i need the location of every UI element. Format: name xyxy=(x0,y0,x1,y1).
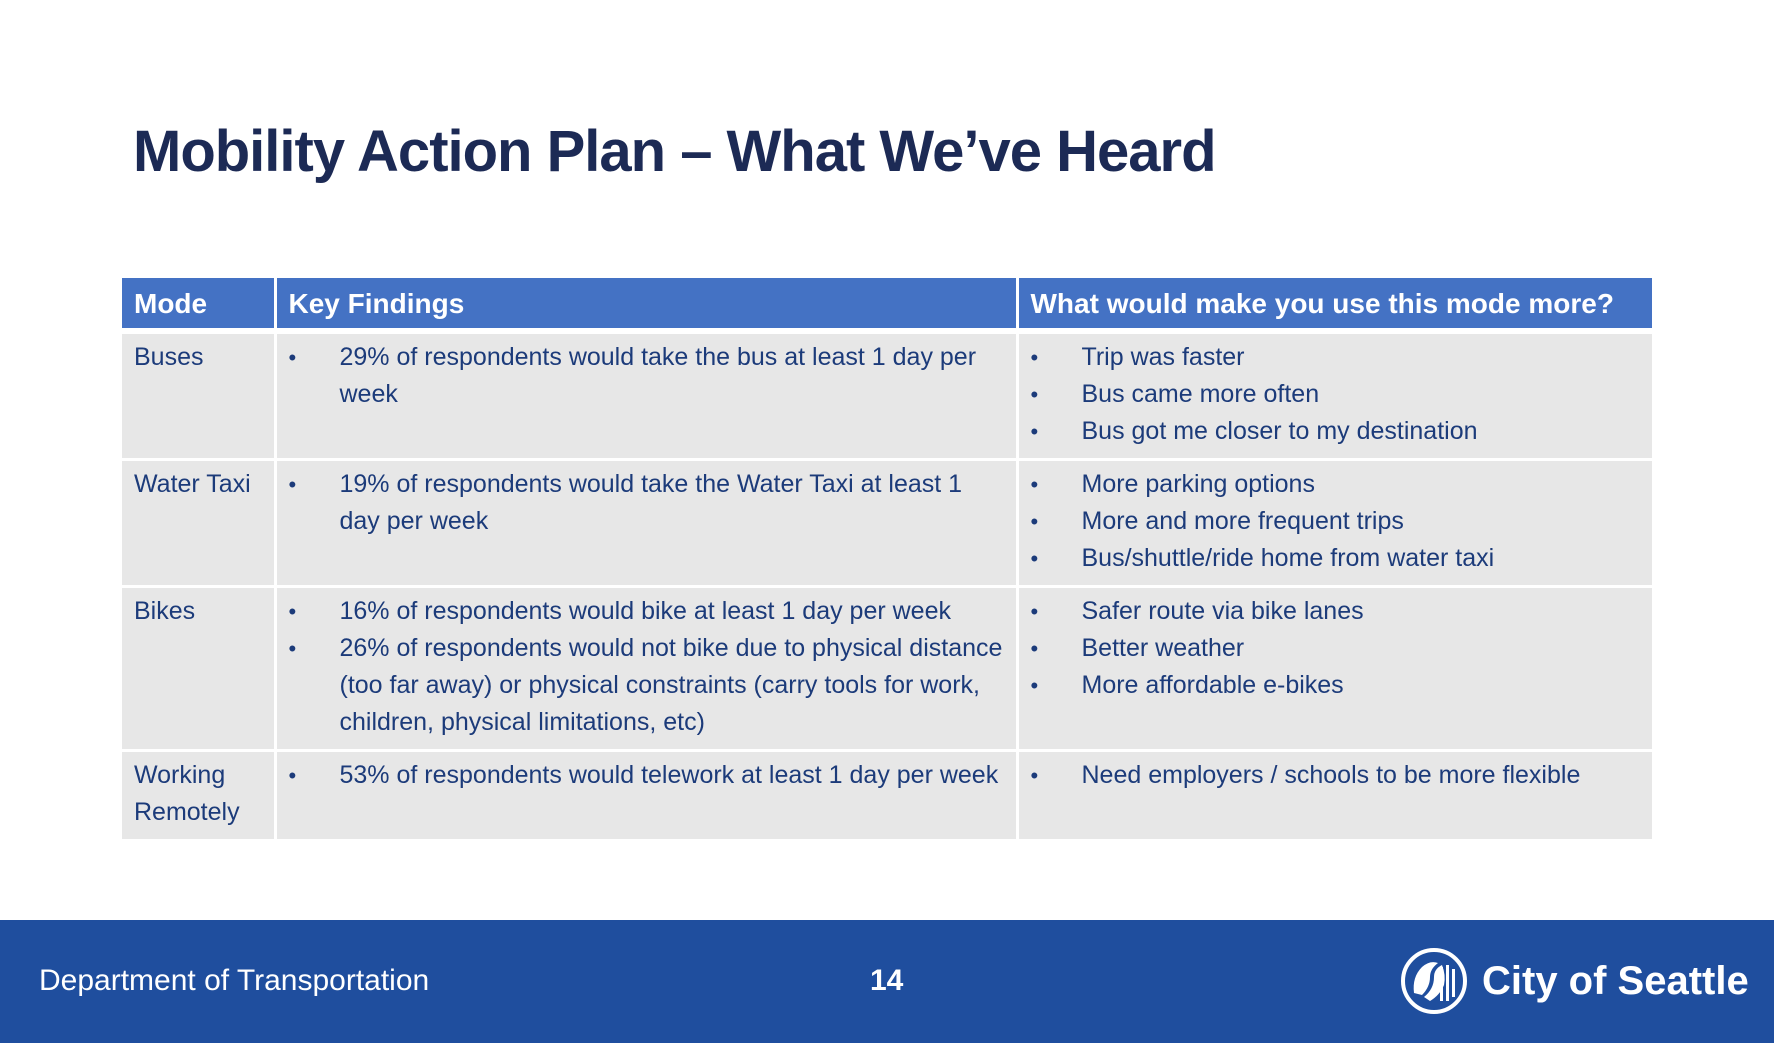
use-more-list xyxy=(1031,593,1641,704)
findings-cell xyxy=(275,331,1017,460)
bullet-icon: • xyxy=(1030,419,1039,444)
list-item xyxy=(289,757,1004,794)
column-header-mode: Mode xyxy=(122,278,275,331)
mode-cell: Buses xyxy=(122,331,275,460)
use-more-text: More parking options xyxy=(1081,470,1315,498)
mode-cell: Bikes xyxy=(122,587,275,751)
use-more-text: Need employers / schools to be more flexible xyxy=(1081,761,1581,789)
findings-list xyxy=(289,339,1004,413)
page-number: 14 xyxy=(870,964,904,997)
bullet-icon: • xyxy=(288,763,297,788)
list-item xyxy=(1031,413,1641,450)
mode-cell: Working Remotely xyxy=(122,751,275,841)
city-name: City of Seattle xyxy=(1482,958,1749,1003)
list-item xyxy=(1031,667,1641,704)
use-more-list xyxy=(1031,466,1641,577)
mode-cell: Water Taxi xyxy=(122,460,275,587)
column-header-use-more: What would make you use this mode more? xyxy=(1017,278,1652,331)
list-item xyxy=(1031,376,1641,413)
use-more-text: Bus got me closer to my destination xyxy=(1081,417,1478,445)
list-item xyxy=(289,466,1004,540)
bullet-icon: • xyxy=(1030,345,1039,370)
footer-department: Department of Transportation xyxy=(39,964,430,997)
findings-cell xyxy=(275,751,1017,841)
bullet-icon: • xyxy=(1030,472,1039,497)
use-more-text: Safer route via bike lanes xyxy=(1081,597,1364,625)
footer-bar xyxy=(0,920,1774,1043)
findings-list xyxy=(289,757,1004,794)
list-item xyxy=(1031,593,1641,630)
bullet-icon: • xyxy=(1030,673,1039,698)
column-header-key-findings: Key Findings xyxy=(275,278,1017,331)
city-logo xyxy=(1400,946,1749,1016)
city-seal-icon xyxy=(1400,947,1468,1015)
use-more-cell xyxy=(1017,751,1652,841)
list-item xyxy=(289,630,1004,741)
use-more-cell xyxy=(1017,460,1652,587)
findings-list xyxy=(289,466,1004,540)
list-item xyxy=(1031,630,1641,667)
table-row xyxy=(122,460,1652,587)
bullet-icon: • xyxy=(1030,636,1039,661)
list-item xyxy=(1031,503,1641,540)
table-row xyxy=(122,751,1652,841)
findings-cell xyxy=(275,460,1017,587)
findings-list xyxy=(289,593,1004,741)
use-more-list xyxy=(1031,339,1641,450)
bullet-icon: • xyxy=(1030,599,1039,624)
list-item xyxy=(1031,540,1641,577)
slide-title: Mobility Action Plan – What We’ve Heard xyxy=(133,119,1216,184)
use-more-text: More affordable e-bikes xyxy=(1081,671,1344,699)
list-item xyxy=(289,339,1004,413)
finding-text: 26% of respondents would not bike due to physical distance (too far away) or physical constraints (carry tools for work, children, physical limitations, etc) xyxy=(339,634,1003,736)
finding-text: 29% of respondents would take the bus at least 1 day per week xyxy=(339,343,977,408)
bullet-icon: • xyxy=(288,472,297,497)
finding-text: 16% of respondents would bike at least 1 day per week xyxy=(339,597,951,625)
use-more-text: Bus came more often xyxy=(1081,380,1320,408)
bullet-icon: • xyxy=(1030,763,1039,788)
bullet-icon: • xyxy=(1030,509,1039,534)
list-item xyxy=(289,593,1004,630)
use-more-text: More and more frequent trips xyxy=(1081,507,1404,535)
bullet-icon: • xyxy=(1030,382,1039,407)
use-more-text: Better weather xyxy=(1081,634,1245,662)
findings-cell xyxy=(275,587,1017,751)
bullet-icon: • xyxy=(288,599,297,624)
use-more-cell xyxy=(1017,331,1652,460)
findings-table xyxy=(122,278,1652,842)
use-more-text: Bus/shuttle/ride home from water taxi xyxy=(1081,544,1495,572)
finding-text: 53% of respondents would telework at least 1 day per week xyxy=(339,761,999,789)
table-header-row xyxy=(122,278,1652,331)
use-more-list xyxy=(1031,757,1641,794)
use-more-cell xyxy=(1017,587,1652,751)
list-item xyxy=(1031,339,1641,376)
bullet-icon: • xyxy=(1030,546,1039,571)
table-row xyxy=(122,331,1652,460)
use-more-text: Trip was faster xyxy=(1081,343,1245,371)
bullet-icon: • xyxy=(288,345,297,370)
finding-text: 19% of respondents would take the Water Taxi at least 1 day per week xyxy=(339,470,963,535)
table-row xyxy=(122,587,1652,751)
bullet-icon: • xyxy=(288,636,297,661)
list-item xyxy=(1031,757,1641,794)
list-item xyxy=(1031,466,1641,503)
